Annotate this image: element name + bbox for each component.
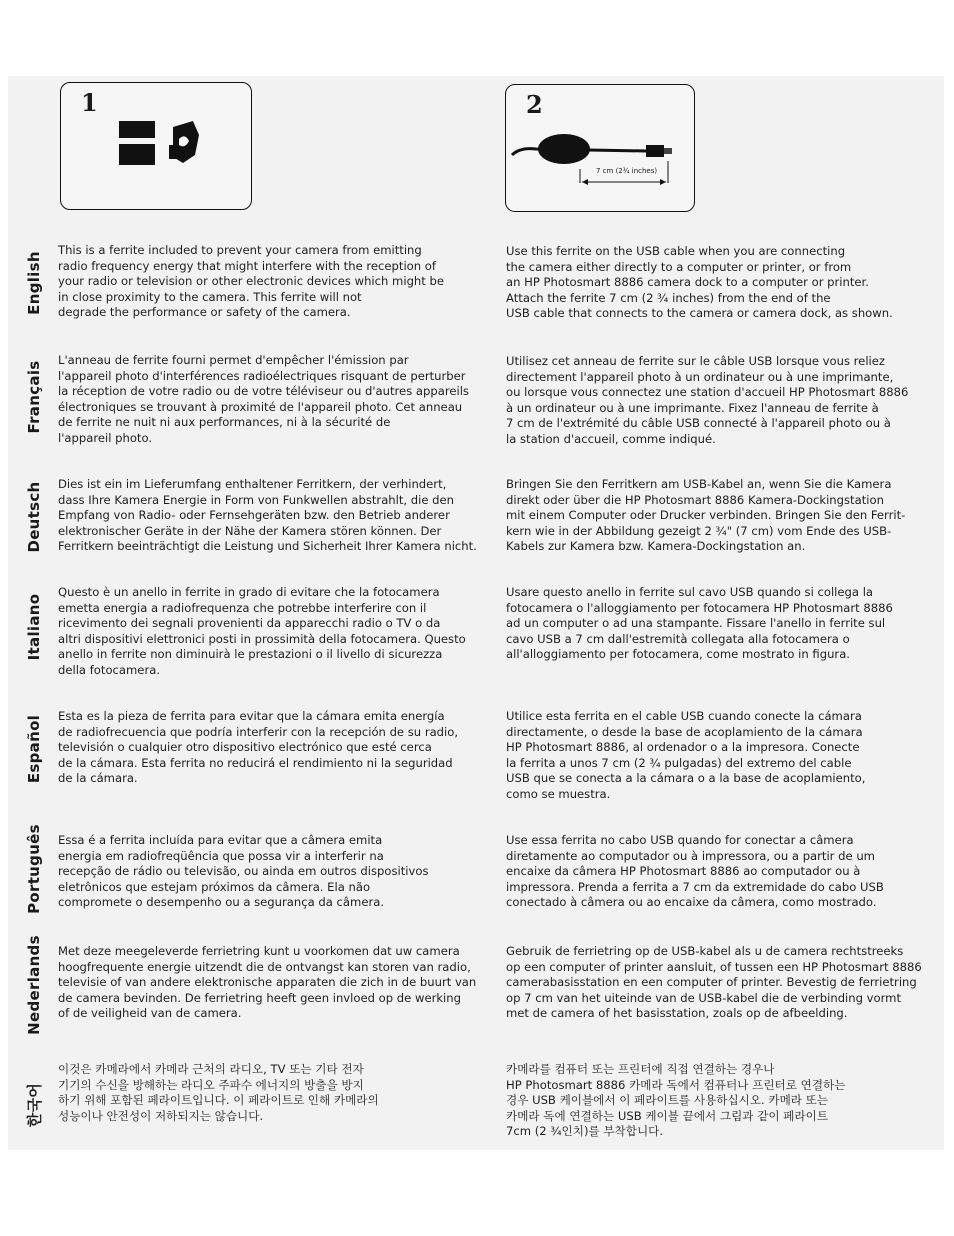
ferrite-purpose-text: Essa é a ferrita incluída para evitar que a câmera emita energia em radiofreqüência que possa vir a interferir na recepção de rádio ou televisão, ou ainda em outros dispositivos eletrônicos que estejam próximos da câmera. Ela não compromete o desempenho ou a segurança da câmera. xyxy=(58,833,429,909)
figure-2-number: 2 xyxy=(526,90,543,119)
ferrite-usage-text: Bringen Sie den Ferritkern am USB-Kabel an, wenn Sie die Kamera direkt oder über die HP Photosmart 8886 Kamera-Dockingstation mit einem Computer oder Drucker verbinden. Bringen Sie den Ferrit- kern wie in der Abbildung gezeigt 2 ¾" (7 cm) vom Ende des USB- Kabels zur Kamera bzw. Kamera-Dockingstation an. xyxy=(506,477,906,553)
ferrite-usage-text: Utilice esta ferrita en el cable USB cuando conecte la cámara directamente, o desde la base de acoplamiento de la cámara HP Photosmart 8886, al ordenador o a la impresora. Conecte la ferrita a unos 7 cm (2 ¾ pulgadas) del extremo del cable USB que se conecta a la cámara o a la base de acoplamiento, como se muestra. xyxy=(506,709,866,801)
ferrite-usage-text: Use this ferrite on the USB cable when you are connecting the camera either directly to a computer or printer, or from an HP Photosmart 8886 camera dock to a computer or printer. Attach the ferrite 7 cm (2 ¾ inches) from the end of the USB cable that connects to the camera or camera dock, as shown. xyxy=(506,244,893,320)
ferrite-purpose-text: Dies ist ein im Lieferumfang enthaltener Ferritkern, der verhindert, dass Ihre Kamera Energie in Form von Funkwellen abstrahlt, die den Empfang von Radio- oder Fernsehgeräten bzw. den Betrieb anderer elektronischer Geräte in der Nähe der Kamera stören können. Der Ferritkern beeinträchtigt die Leistung und Sicherheit Ihrer Kamera nicht. xyxy=(58,477,477,553)
section-language-label: Français xyxy=(25,360,43,434)
section-language-label: Deutsch xyxy=(25,481,43,553)
figure-1-ferrite-core xyxy=(60,82,252,210)
ferrite-purpose-text: 이것은 카메라에서 카메라 근처의 라디오, TV 또는 기타 전자 기기의 수신을 방해하는 라디오 주파수 에너지의 방출을 방지 하기 위해 포함된 페라이트입니다. 이 페라이트로 인해 카메라의 성능이나 안전성이 저하되지는 않습니다. xyxy=(58,1062,379,1123)
ferrite-purpose-text: L'anneau de ferrite fourni permet d'empêcher l'émission par l'appareil photo d'interférences radioélectriques risquant de perturber la réception de votre radio ou de votre téléviseur ou d'autres appareils électroniques se trouvant à proximité de l'appareil photo. Cet anneau de ferrite ne nuit ni aux performances, ni à la sécurité de l'appareil photo. xyxy=(58,353,469,445)
ferrite-purpose-text: Esta es la pieza de ferrita para evitar que la cámara emita energía de radiofrecuencia que podría interferir con la recepción de su radio, televisión o cualquier otro dispositivo electrónico que esté cerca de la cámara. Esta ferrita no reducirá el rendimiento ni la seguridad de la cámara. xyxy=(58,709,459,785)
ferrite-purpose-text: This is a ferrite included to prevent your camera from emitting radio frequency energy that might interfere with the reception of your radio or television or other electronic devices which might be in close proximity to the camera. This ferrite will not degrade the performance or safety of the camera. xyxy=(58,243,445,319)
section-language-label: 한국어 xyxy=(25,1082,44,1128)
ferrite-purpose-text: Questo è un anello in ferrite in grado di evitare che la fotocamera emetta energia a radiofrequenza che potrebbe interferire con il ricevimento dei segnali provenienti da apparecchi radio o TV o da altri dispositivi elettronici posti in prossimità della fotocamera. Questo anello in ferrite non diminuirà le prestazioni o il livello di sicurezza della fotocamera. xyxy=(58,585,466,677)
ferrite-usage-text: 카메라를 컴퓨터 또는 프린터에 직접 연결하는 경우나 HP Photosmart 8886 카메라 독에서 컴퓨터나 프린터로 연결하는 경우 USB 케이블에서 이 페라이트를 사용하십시오. 카메라 또는 카메라 독에 연결하는 USB 케이블 끝에서 그림과 같이 페라이트 7cm (2 ¾인치)를 부착합니다. xyxy=(506,1062,846,1138)
ferrite-core-illustration xyxy=(61,83,251,209)
figure-2-ferrite-on-usb-cable xyxy=(505,84,695,212)
ferrite-usage-text: Usare questo anello in ferrite sul cavo USB quando si collega la fotocamera o l'alloggiamento per fotocamera HP Photosmart 8886 ad un computer o ad una stampante. Fissare l'anello in ferrite sul cavo USB a 7 cm dall'estremità collegata alla fotocamera o all'alloggiamento per fotocamera, come mostrato in figura. xyxy=(506,585,893,661)
ferrite-usage-text: Utilisez cet anneau de ferrite sur le câble USB lorsque vous reliez directement l'appareil photo à un ordinateur ou à une imprimante, ou lorsque vous connectez une station d'accueil HP Photosmart 8886 à un ordinateur ou à une imprimante. Fixez l'anneau de ferrite à 7 cm de l'extrémité du câble USB connecté à l'appareil photo ou à la station d'accueil, comme indiqué. xyxy=(506,354,909,446)
section-language-label: Italiano xyxy=(25,593,43,661)
cable-length-label: 7 cm (2¾ inches) xyxy=(596,167,658,175)
usb-cable-illustration xyxy=(506,85,694,211)
ferrite-purpose-text: Met deze meegeleverde ferrietring kunt u voorkomen dat uw camera hoogfrequente energie uitzendt die de ontvangst kan storen van radio, televisie of van andere elektronische apparaten die zich in de buurt van de camera bevinden. De ferrietring heeft geen invloed op de werking of de veiligheid van de camera. xyxy=(58,944,477,1020)
figure-1-number: 1 xyxy=(81,88,98,117)
section-language-label: Português xyxy=(25,824,43,914)
section-language-label: Nederlands xyxy=(25,935,43,1035)
ferrite-usage-text: Use essa ferrita no cabo USB quando for conectar a câmera diretamente ao computador ou à impressora, ou a partir de um encaixe da câmera HP Photosmart 8886 ao computador ou à impressora. Prenda a ferrita a 7 cm da extremidade do cabo USB conectado à câmera ou ao encaixe da câmera, como mostrado. xyxy=(506,833,884,909)
section-language-label: English xyxy=(25,251,43,315)
section-language-label: Español xyxy=(25,714,43,784)
ferrite-usage-text: Gebruik de ferrietring op de USB-kabel als u de camera rechtstreeks op een computer of printer aansluit, of tussen een HP Photosmart 8886 camerabasisstation en een computer of printer. Bevestig de ferrietring op 7 cm van het uiteinde van de USB-kabel die de verbinding vormt met de camera of het basisstation, zoals op de afbeelding. xyxy=(506,944,922,1020)
